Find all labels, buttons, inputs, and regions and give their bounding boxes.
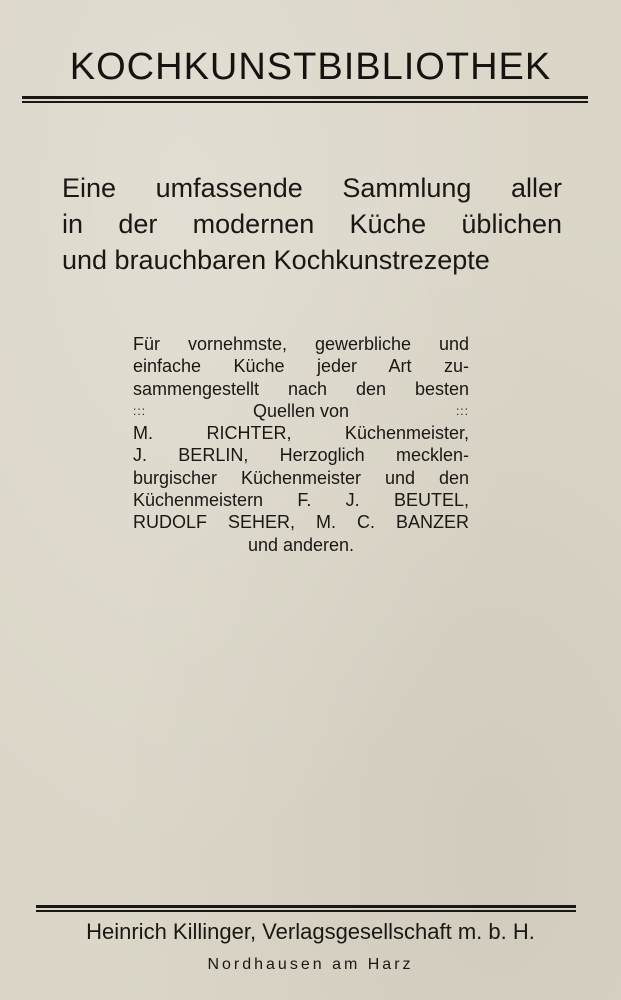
description-block [133, 333, 469, 556]
description-line: sammengestellt nach den besten [133, 378, 469, 399]
title-rule-thick [22, 96, 588, 99]
description-line: Für vornehmste, gewerbliche und [133, 334, 469, 354]
book-title: KOCHKUNSTBIBLIOTHEK [69, 46, 552, 88]
author-line: M. RICHTER, Küchenmeister, [133, 423, 469, 444]
publisher-rule-thin [36, 910, 576, 912]
publisher-name: Heinrich Killinger, Verlagsgesellschaft m. b. H. [86, 919, 535, 944]
ornament-left: ::: [133, 403, 147, 418]
sources-word: Quellen von [252, 400, 350, 421]
sources-line [133, 400, 469, 422]
subtitle-line: in der modernen Küche üblichen [62, 209, 562, 239]
closing-line: und anderen. [247, 534, 355, 555]
author-line: RUDOLF SEHER, M. C. BANZER [133, 512, 469, 533]
author-line: J. BERLIN, Herzoglich mecklen- [133, 445, 469, 466]
ornament-right: ::: [455, 403, 469, 418]
author-line: Küchenmeistern F. J. BEUTEL, [133, 490, 469, 511]
author-line: burgischer Küchenmeister und den [133, 467, 469, 488]
subtitle-line: Eine umfassende Sammlung aller [62, 173, 562, 203]
description-line: einfache Küche jeder Art zu- [133, 356, 469, 377]
publisher-rule-thick [36, 905, 576, 908]
publisher-place: Nordhausen am Harz [207, 956, 414, 973]
subtitle [62, 170, 562, 278]
subtitle-line: und brauchbaren Kochkunstrezepte [62, 245, 490, 275]
title-rule-thin [22, 101, 588, 103]
